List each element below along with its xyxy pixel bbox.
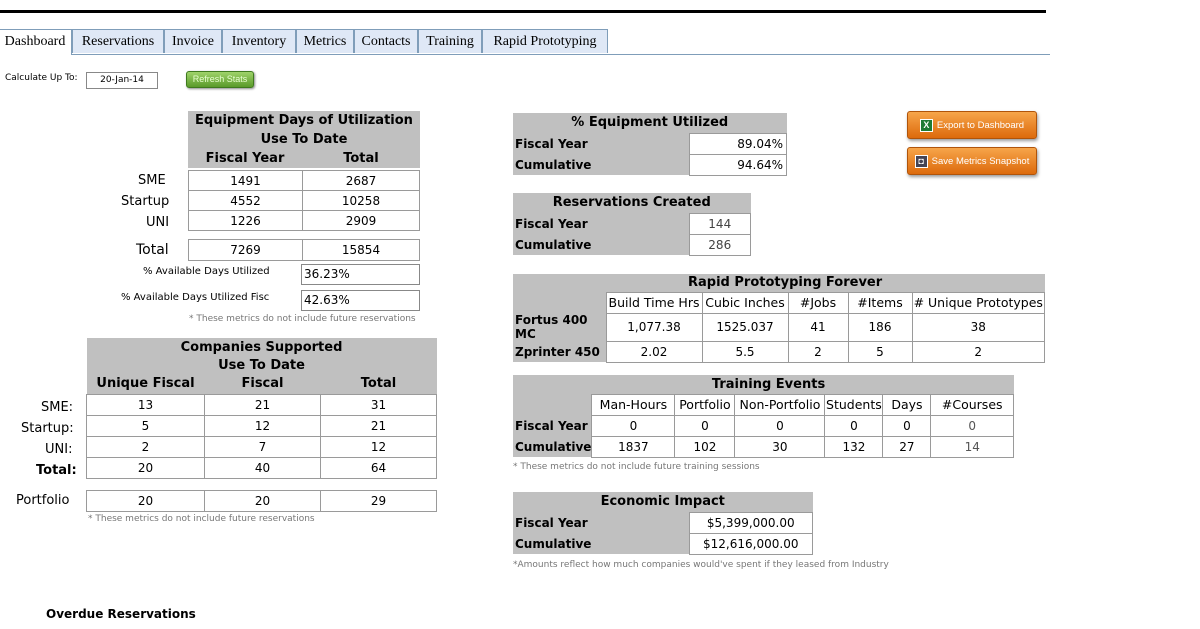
reservations-created-table [513, 193, 751, 256]
row-label-uni: UNI [146, 215, 170, 230]
row-label-sme: SME [138, 173, 166, 188]
camera-icon: ◘ [915, 155, 928, 168]
cell: 2 [912, 341, 1045, 362]
excel-icon: X [920, 119, 933, 132]
avail-days-fisc-label: % Available Days Utilized Fisc [121, 292, 270, 303]
col-header: #Jobs [788, 292, 848, 313]
row-label: Cumulative [513, 234, 689, 255]
cell: 4552 [189, 191, 303, 211]
tab-contacts[interactable]: Contacts [354, 29, 418, 53]
equipment-days-total [188, 239, 420, 261]
companies-label-uni: UNI: [45, 442, 73, 457]
tab-reservations[interactable]: Reservations [72, 29, 164, 53]
tab-bar [0, 29, 1050, 55]
cell: 2687 [303, 171, 420, 191]
cell: 27 [883, 436, 931, 457]
row-label: Cumulative [513, 533, 689, 554]
companies-label-total: Total: [36, 463, 77, 478]
equipment-days-table [188, 170, 420, 231]
cell: 21 [205, 394, 321, 415]
row-label: Cumulative [513, 154, 689, 175]
cell: 1226 [189, 211, 303, 231]
top-border [0, 10, 1046, 13]
cell: $5,399,000.00 [689, 512, 813, 533]
row-label: Fiscal Year [513, 133, 689, 154]
economic-note: *Amounts reflect how much companies would've spent if they leased from Industry [513, 560, 889, 570]
cell: 12 [205, 415, 321, 436]
row-label: Fiscal Year [513, 213, 689, 234]
reservations-title: Reservations Created [513, 193, 751, 213]
avail-days-value: 36.23% [301, 264, 420, 285]
tab-inventory[interactable]: Inventory [222, 29, 296, 53]
col-total: Total [302, 149, 420, 168]
save-metrics-snapshot-button[interactable] [907, 147, 1037, 175]
row-label: Cumulative [513, 436, 592, 457]
row-label-startup: Startup [121, 194, 170, 209]
equipment-days-header [188, 111, 420, 168]
cell: 13 [87, 394, 205, 415]
cell: 29 [321, 491, 437, 512]
row-label: Zprinter 450 [513, 341, 606, 362]
col-header: Days [883, 394, 931, 415]
training-note: * These metrics do not include future training sessions [513, 462, 760, 472]
cell: 21 [321, 415, 437, 436]
cell: 10258 [303, 191, 420, 211]
cell: 0 [592, 415, 675, 436]
cell: 20 [205, 491, 321, 512]
col-header: Students [825, 394, 883, 415]
companies-supported-table [86, 338, 437, 479]
tab-training[interactable]: Training [418, 29, 482, 53]
cell: 1491 [189, 171, 303, 191]
col-header: Non-Portfolio [735, 394, 825, 415]
avail-days-fisc-value: 42.63% [301, 290, 420, 311]
cell: 7269 [189, 240, 303, 261]
calculate-label: Calculate Up To: [5, 73, 78, 83]
refresh-stats-button[interactable]: Refresh Stats [186, 71, 254, 88]
col-header: Cubic Inches [702, 292, 788, 313]
col-header: #Items [848, 292, 912, 313]
economic-title: Economic Impact [513, 492, 813, 512]
blank-cell [513, 394, 592, 415]
equipment-days-title: Equipment Days of Utilization [188, 111, 420, 130]
blank-cell [513, 292, 606, 313]
cell: 2.02 [606, 341, 702, 362]
cell: 94.64% [689, 154, 787, 175]
col-header: Portfolio [675, 394, 735, 415]
rapid-prototyping-table [513, 274, 1045, 363]
cell: 41 [788, 313, 848, 341]
cell: 1,077.38 [606, 313, 702, 341]
cell: 31 [321, 394, 437, 415]
portfolio-label: Portfolio [16, 493, 70, 508]
pct-equipment-title: % Equipment Utilized [513, 113, 787, 133]
cell: 186 [848, 313, 912, 341]
cell: 5 [87, 415, 205, 436]
snapshot-label: Save Metrics Snapshot [931, 155, 1030, 167]
cell: 5.5 [702, 341, 788, 362]
cell: 1837 [592, 436, 675, 457]
portfolio-row [86, 490, 437, 512]
cell: 40 [205, 457, 321, 478]
blank-cell [513, 375, 592, 394]
cell: 0 [735, 415, 825, 436]
training-title: Training Events [592, 375, 1014, 394]
equipment-note: * These metrics do not include future reservations [189, 314, 416, 324]
equipment-days-subtitle: Use To Date [188, 130, 420, 149]
rapid-title: Rapid Prototyping Forever [606, 274, 1045, 292]
cell: 30 [735, 436, 825, 457]
cell: 1525.037 [702, 313, 788, 341]
cell: 12 [321, 436, 437, 457]
cell: 15854 [303, 240, 420, 261]
cell: 64 [321, 457, 437, 478]
cell: 0 [675, 415, 735, 436]
col-fiscal: Fiscal [205, 374, 321, 394]
col-header: Man-Hours [592, 394, 675, 415]
cell: 2909 [303, 211, 420, 231]
col-header: # Unique Prototypes [912, 292, 1045, 313]
cell: 89.04% [689, 133, 787, 154]
cell: 144 [689, 213, 751, 234]
col-fiscal-year: Fiscal Year [188, 149, 302, 168]
cell: 132 [825, 436, 883, 457]
cell: 0 [931, 415, 1014, 436]
cell: 14 [931, 436, 1014, 457]
companies-title: Companies Supported [87, 338, 437, 357]
cell: 0 [825, 415, 883, 436]
cell: 20 [87, 457, 205, 478]
row-label: Fiscal Year [513, 415, 592, 436]
companies-label-sme: SME: [41, 400, 74, 415]
col-unique-fiscal: Unique Fiscal [87, 374, 205, 394]
companies-note: * These metrics do not include future reservations [88, 514, 315, 524]
economic-impact-table [513, 492, 813, 555]
blank-cell [513, 274, 606, 292]
row-label: Fiscal Year [513, 512, 689, 533]
tab-metrics[interactable]: Metrics [296, 29, 354, 53]
cell: 2 [788, 341, 848, 362]
cell: 0 [883, 415, 931, 436]
training-events-table [513, 375, 1014, 458]
pct-equipment-table [513, 113, 787, 176]
cell: $12,616,000.00 [689, 533, 813, 554]
cell: 2 [87, 436, 205, 457]
cell: 5 [848, 341, 912, 362]
avail-days-label: % Available Days Utilized [143, 266, 270, 277]
overdue-reservations-heading: Overdue Reservations [46, 607, 196, 621]
cell: 102 [675, 436, 735, 457]
calculate-date-input[interactable]: 20-Jan-14 [86, 72, 158, 89]
col-header: Build Time Hrs [606, 292, 702, 313]
row-label: Fortus 400 MC [513, 313, 606, 341]
col-header: #Courses [931, 394, 1014, 415]
export-to-dashboard-button[interactable] [907, 111, 1037, 139]
tab-invoice[interactable]: Invoice [164, 29, 222, 53]
export-label: Export to Dashboard [936, 119, 1025, 131]
cell: 20 [87, 491, 205, 512]
cell: 7 [205, 436, 321, 457]
companies-label-startup: Startup: [21, 421, 74, 436]
cell: 38 [912, 313, 1045, 341]
total-label: Total [136, 242, 169, 258]
companies-subtitle: Use To Date [87, 357, 437, 374]
tab-dashboard[interactable]: Dashboard [0, 29, 72, 55]
cell: 286 [689, 234, 751, 255]
tab-rapid-prototyping[interactable]: Rapid Prototyping [482, 29, 608, 53]
col-total: Total [321, 374, 437, 394]
